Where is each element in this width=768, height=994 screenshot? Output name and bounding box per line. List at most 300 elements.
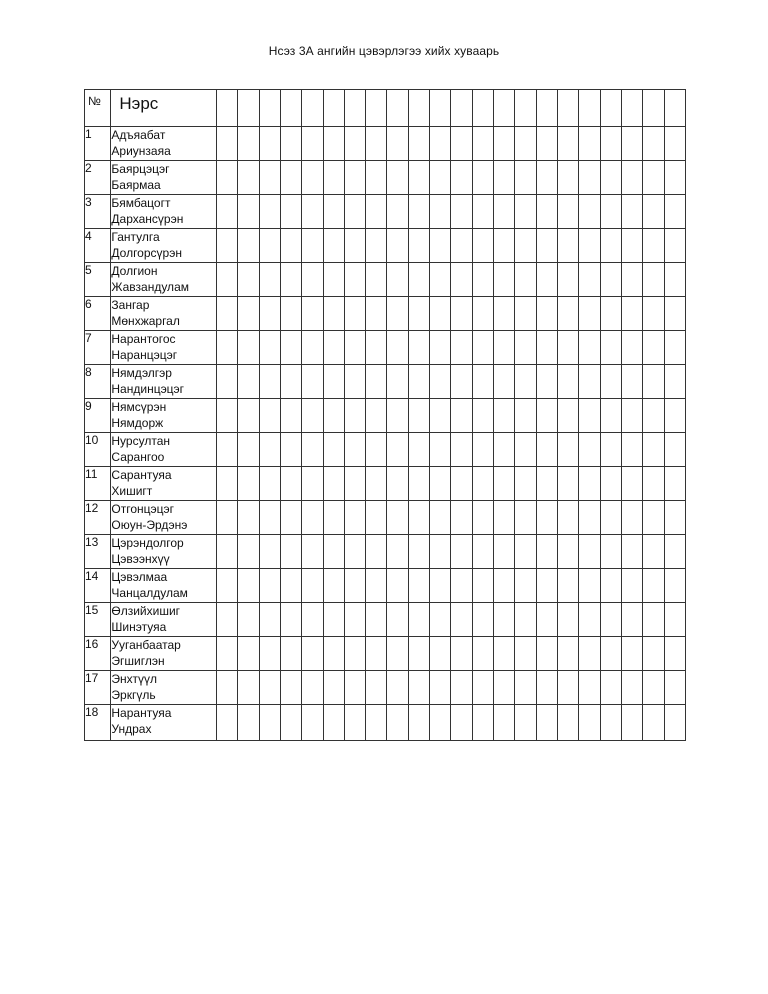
student-name-second: Эркгүль	[111, 688, 156, 702]
schedule-cell	[557, 229, 578, 263]
schedule-cell	[600, 195, 621, 229]
table-row	[85, 671, 686, 705]
schedule-cell	[366, 229, 387, 263]
header-blank-cell	[664, 90, 685, 127]
schedule-cell	[557, 195, 578, 229]
schedule-cell	[494, 297, 515, 331]
schedule-cell	[664, 229, 685, 263]
schedule-cell	[280, 671, 301, 705]
schedule-cell	[536, 433, 557, 467]
schedule-cell	[494, 501, 515, 535]
schedule-cell	[216, 535, 237, 569]
schedule-cell	[259, 229, 280, 263]
schedule-cell	[494, 127, 515, 161]
schedule-cell	[451, 127, 472, 161]
student-name-second: Чанцалдулам	[111, 586, 188, 600]
schedule-cell	[472, 263, 493, 297]
schedule-cell	[430, 127, 451, 161]
student-name-first: Ууганбаатар	[111, 638, 181, 652]
schedule-cell	[387, 501, 408, 535]
schedule-cell	[579, 467, 600, 501]
schedule-cell	[515, 365, 536, 399]
student-name-second: Жавзандулам	[111, 280, 189, 294]
header-blank-cell	[387, 90, 408, 127]
schedule-cell	[216, 433, 237, 467]
schedule-cell	[472, 229, 493, 263]
schedule-cell	[643, 433, 664, 467]
schedule-cell	[238, 637, 259, 671]
schedule-cell	[643, 399, 664, 433]
schedule-cell	[600, 331, 621, 365]
schedule-cell	[280, 331, 301, 365]
schedule-cell	[408, 263, 429, 297]
schedule-cell	[536, 161, 557, 195]
schedule-cell	[280, 297, 301, 331]
row-number: 7	[85, 331, 111, 365]
schedule-cell	[600, 229, 621, 263]
schedule-cell	[515, 705, 536, 741]
schedule-cell	[600, 705, 621, 741]
table-header-row	[85, 90, 686, 127]
table-row	[85, 161, 686, 195]
schedule-cell	[238, 467, 259, 501]
schedule-cell	[643, 535, 664, 569]
schedule-cell	[600, 467, 621, 501]
schedule-cell	[557, 671, 578, 705]
table-row	[85, 229, 686, 263]
schedule-cell	[621, 467, 642, 501]
schedule-cell	[536, 569, 557, 603]
schedule-cell	[216, 569, 237, 603]
schedule-cell	[494, 603, 515, 637]
schedule-cell	[323, 535, 344, 569]
student-name-first: Энхтүүл	[111, 672, 158, 686]
schedule-cell	[494, 399, 515, 433]
schedule-cell	[280, 263, 301, 297]
schedule-cell	[536, 297, 557, 331]
schedule-cell	[600, 501, 621, 535]
schedule-cell	[344, 501, 365, 535]
header-blank-cell	[366, 90, 387, 127]
header-blank-cell	[579, 90, 600, 127]
schedule-cell	[515, 569, 536, 603]
header-blank-cell	[451, 90, 472, 127]
row-number: 16	[85, 637, 111, 671]
schedule-cell	[259, 399, 280, 433]
schedule-cell	[536, 637, 557, 671]
schedule-cell	[621, 671, 642, 705]
student-name-second: Дархансүрэн	[111, 212, 184, 226]
schedule-cell	[494, 331, 515, 365]
schedule-cell	[238, 671, 259, 705]
schedule-cell	[600, 671, 621, 705]
schedule-cell	[557, 127, 578, 161]
schedule-cell	[344, 467, 365, 501]
schedule-cell	[387, 671, 408, 705]
schedule-cell	[344, 161, 365, 195]
schedule-cell	[259, 195, 280, 229]
schedule-cell	[387, 467, 408, 501]
schedule-cell	[600, 127, 621, 161]
student-names	[111, 161, 217, 195]
schedule-cell	[557, 467, 578, 501]
schedule-cell	[323, 501, 344, 535]
row-number: 10	[85, 433, 111, 467]
schedule-cell	[451, 331, 472, 365]
schedule-cell	[302, 603, 323, 637]
schedule-cell	[344, 195, 365, 229]
schedule-cell	[387, 637, 408, 671]
schedule-cell	[366, 331, 387, 365]
schedule-cell	[302, 365, 323, 399]
schedule-cell	[621, 569, 642, 603]
header-blank-cell	[643, 90, 664, 127]
schedule-cell	[387, 365, 408, 399]
schedule-cell	[494, 365, 515, 399]
student-name-second: Эгшиглэн	[111, 654, 165, 668]
schedule-cell	[664, 569, 685, 603]
schedule-cell	[259, 433, 280, 467]
schedule-cell	[472, 127, 493, 161]
schedule-cell	[323, 229, 344, 263]
student-name-first: Нарантогос	[111, 332, 176, 346]
schedule-cell	[451, 535, 472, 569]
header-blank-cell	[536, 90, 557, 127]
schedule-cell	[451, 467, 472, 501]
schedule-cell	[216, 637, 237, 671]
schedule-cell	[621, 161, 642, 195]
schedule-cell	[238, 161, 259, 195]
row-number: 11	[85, 467, 111, 501]
schedule-cell	[366, 671, 387, 705]
schedule-cell	[664, 399, 685, 433]
row-number: 5	[85, 263, 111, 297]
schedule-cell	[451, 263, 472, 297]
row-number: 17	[85, 671, 111, 705]
schedule-cell	[344, 331, 365, 365]
schedule-cell	[280, 535, 301, 569]
header-blank-cell	[280, 90, 301, 127]
schedule-cell	[557, 433, 578, 467]
schedule-cell	[472, 671, 493, 705]
schedule-cell	[259, 501, 280, 535]
schedule-cell	[430, 637, 451, 671]
schedule-cell	[430, 297, 451, 331]
schedule-cell	[408, 331, 429, 365]
student-name-first: Нямсүрэн	[111, 400, 167, 414]
schedule-cell	[579, 229, 600, 263]
schedule-cell	[621, 195, 642, 229]
schedule-cell	[579, 637, 600, 671]
table-row	[85, 365, 686, 399]
schedule-cell	[600, 637, 621, 671]
schedule-cell	[600, 161, 621, 195]
schedule-cell	[216, 229, 237, 263]
schedule-cell	[557, 705, 578, 741]
page-title: Нсэз 3А ангийн цэвэрлэгээ хийх хуваарь	[268, 44, 500, 58]
schedule-cell	[216, 705, 237, 741]
schedule-cell	[366, 399, 387, 433]
schedule-cell	[280, 127, 301, 161]
schedule-cell	[621, 603, 642, 637]
row-number: 12	[85, 501, 111, 535]
schedule-cell	[216, 195, 237, 229]
schedule-cell	[494, 535, 515, 569]
schedule-cell	[302, 263, 323, 297]
schedule-cell	[259, 161, 280, 195]
schedule-cell	[472, 535, 493, 569]
schedule-cell	[302, 569, 323, 603]
schedule-cell	[643, 263, 664, 297]
schedule-cell	[472, 365, 493, 399]
schedule-cell	[323, 467, 344, 501]
schedule-cell	[366, 467, 387, 501]
schedule-cell	[366, 127, 387, 161]
schedule-cell	[323, 671, 344, 705]
schedule-cell	[302, 467, 323, 501]
schedule-cell	[408, 433, 429, 467]
schedule-cell	[600, 535, 621, 569]
schedule-cell	[579, 671, 600, 705]
row-number: 3	[85, 195, 111, 229]
header-blank-cell	[216, 90, 237, 127]
schedule-cell	[579, 195, 600, 229]
table-row	[85, 705, 686, 741]
schedule-cell	[366, 195, 387, 229]
schedule-cell	[494, 705, 515, 741]
schedule-cell	[344, 535, 365, 569]
schedule-cell	[408, 399, 429, 433]
student-name-second: Ариунзаяа	[111, 144, 171, 158]
schedule-cell	[579, 331, 600, 365]
schedule-cell	[408, 297, 429, 331]
student-name-first: Адъяабат	[111, 128, 166, 142]
schedule-cell	[579, 127, 600, 161]
schedule-cell	[536, 127, 557, 161]
schedule-cell	[259, 467, 280, 501]
schedule-cell	[344, 399, 365, 433]
table-row	[85, 433, 686, 467]
schedule-cell	[472, 161, 493, 195]
schedule-cell	[515, 297, 536, 331]
schedule-cell	[621, 705, 642, 741]
schedule-cell	[216, 671, 237, 705]
schedule-cell	[515, 263, 536, 297]
schedule-cell	[387, 263, 408, 297]
schedule-cell	[323, 365, 344, 399]
schedule-cell	[238, 705, 259, 741]
schedule-cell	[621, 127, 642, 161]
header-blank-cell	[302, 90, 323, 127]
table-row	[85, 263, 686, 297]
schedule-cell	[302, 637, 323, 671]
schedule-cell	[366, 535, 387, 569]
table-row	[85, 569, 686, 603]
student-name-first: Өлзийхишиг	[111, 604, 181, 618]
schedule-cell	[536, 399, 557, 433]
schedule-cell	[238, 501, 259, 535]
schedule-cell	[280, 501, 301, 535]
header-blank-cell	[621, 90, 642, 127]
schedule-cell	[643, 467, 664, 501]
schedule-cell	[515, 399, 536, 433]
schedule-cell	[579, 535, 600, 569]
schedule-cell	[408, 637, 429, 671]
cleaning-schedule-table	[84, 89, 686, 741]
schedule-cell	[515, 229, 536, 263]
schedule-cell	[536, 467, 557, 501]
schedule-cell	[387, 161, 408, 195]
schedule-cell	[302, 433, 323, 467]
header-blank-cell	[408, 90, 429, 127]
schedule-cell	[302, 705, 323, 741]
header-name: Нэрс	[111, 90, 217, 127]
schedule-cell	[664, 433, 685, 467]
schedule-cell	[387, 399, 408, 433]
schedule-cell	[216, 127, 237, 161]
schedule-cell	[408, 195, 429, 229]
schedule-cell	[472, 603, 493, 637]
table-row	[85, 501, 686, 535]
schedule-cell	[366, 297, 387, 331]
table-row	[85, 535, 686, 569]
schedule-cell	[280, 229, 301, 263]
schedule-cell	[451, 433, 472, 467]
schedule-cell	[536, 501, 557, 535]
schedule-cell	[408, 229, 429, 263]
schedule-cell	[259, 671, 280, 705]
schedule-cell	[387, 297, 408, 331]
schedule-cell	[366, 161, 387, 195]
schedule-cell	[600, 433, 621, 467]
schedule-cell	[323, 399, 344, 433]
schedule-cell	[472, 433, 493, 467]
header-blank-cell	[557, 90, 578, 127]
schedule-cell	[600, 569, 621, 603]
schedule-cell	[366, 365, 387, 399]
schedule-cell	[664, 127, 685, 161]
schedule-cell	[494, 161, 515, 195]
schedule-cell	[472, 637, 493, 671]
schedule-cell	[643, 229, 664, 263]
schedule-cell	[387, 433, 408, 467]
student-name-second: Оюун-Эрдэнэ	[111, 518, 188, 532]
schedule-cell	[216, 297, 237, 331]
schedule-cell	[238, 433, 259, 467]
header-blank-cell	[430, 90, 451, 127]
schedule-cell	[643, 501, 664, 535]
schedule-cell	[600, 263, 621, 297]
schedule-cell	[280, 195, 301, 229]
student-names	[111, 195, 217, 229]
schedule-cell	[238, 195, 259, 229]
schedule-cell	[216, 331, 237, 365]
schedule-cell	[664, 637, 685, 671]
schedule-cell	[259, 365, 280, 399]
schedule-cell	[302, 195, 323, 229]
student-name-first: Цэвэлмаа	[111, 570, 168, 584]
student-name-first: Цэрэндолгор	[111, 536, 184, 550]
schedule-cell	[621, 399, 642, 433]
schedule-cell	[280, 569, 301, 603]
row-number: 4	[85, 229, 111, 263]
schedule-cell	[643, 603, 664, 637]
schedule-cell	[344, 365, 365, 399]
schedule-cell	[472, 569, 493, 603]
row-number: 2	[85, 161, 111, 195]
schedule-cell	[557, 331, 578, 365]
schedule-cell	[387, 603, 408, 637]
schedule-cell	[259, 331, 280, 365]
schedule-cell	[664, 195, 685, 229]
schedule-cell	[579, 433, 600, 467]
schedule-cell	[451, 229, 472, 263]
schedule-cell	[302, 161, 323, 195]
schedule-cell	[366, 569, 387, 603]
schedule-cell	[323, 705, 344, 741]
student-names	[111, 705, 217, 741]
table-row	[85, 195, 686, 229]
schedule-cell	[664, 671, 685, 705]
schedule-cell	[494, 263, 515, 297]
student-name-first: Долгион	[111, 264, 158, 278]
schedule-cell	[515, 535, 536, 569]
schedule-cell	[515, 637, 536, 671]
schedule-cell	[259, 705, 280, 741]
schedule-cell	[344, 603, 365, 637]
schedule-cell	[323, 569, 344, 603]
student-names	[111, 229, 217, 263]
schedule-cell	[408, 467, 429, 501]
schedule-cell	[344, 433, 365, 467]
table-row	[85, 399, 686, 433]
schedule-cell	[238, 365, 259, 399]
schedule-cell	[344, 127, 365, 161]
schedule-cell	[344, 229, 365, 263]
schedule-cell	[408, 501, 429, 535]
student-names	[111, 263, 217, 297]
schedule-cell	[621, 331, 642, 365]
schedule-cell	[494, 637, 515, 671]
schedule-cell	[621, 263, 642, 297]
header-blank-cell	[344, 90, 365, 127]
schedule-cell	[579, 501, 600, 535]
student-names	[111, 433, 217, 467]
schedule-cell	[643, 705, 664, 741]
student-names	[111, 603, 217, 637]
table-row	[85, 127, 686, 161]
schedule-cell	[664, 603, 685, 637]
schedule-cell	[664, 467, 685, 501]
schedule-cell	[302, 671, 323, 705]
schedule-cell	[536, 705, 557, 741]
schedule-cell	[280, 365, 301, 399]
schedule-cell	[643, 161, 664, 195]
schedule-cell	[515, 467, 536, 501]
header-blank-cell	[515, 90, 536, 127]
row-number: 8	[85, 365, 111, 399]
schedule-cell	[451, 637, 472, 671]
schedule-cell	[238, 297, 259, 331]
schedule-cell	[216, 399, 237, 433]
student-names	[111, 569, 217, 603]
schedule-cell	[515, 331, 536, 365]
schedule-cell	[664, 263, 685, 297]
student-name-second: Ундрах	[111, 722, 152, 736]
schedule-cell	[451, 161, 472, 195]
schedule-cell	[323, 433, 344, 467]
schedule-cell	[238, 263, 259, 297]
